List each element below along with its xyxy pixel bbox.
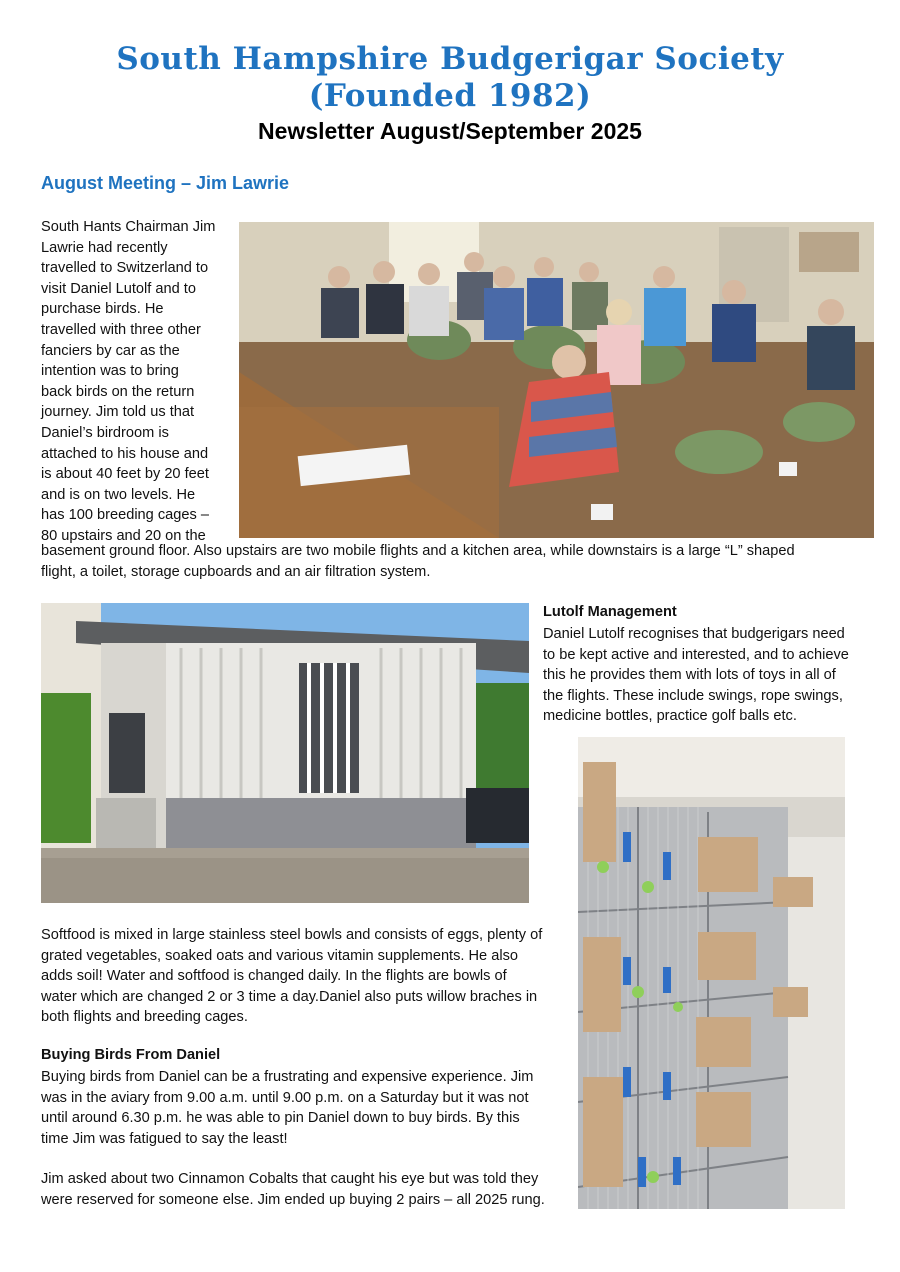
text-line: South Hants Chairman Jim: [41, 219, 216, 235]
text-line: is about 40 feet by 20 feet: [41, 466, 209, 483]
text-line: 80 upstairs and 20 on the: [41, 527, 206, 544]
meeting-continuation-text: [41, 541, 871, 582]
text-line: travelled with three other: [41, 321, 201, 338]
text-line: Jim asked about two Cinnamon Cobalts that caught his eye but was told they: [41, 1171, 539, 1187]
august-meeting-heading: August Meeting – Jim Lawrie: [41, 173, 290, 193]
text-line: Daniel’s birdroom is: [41, 424, 169, 441]
text-line: and is on two levels. He: [41, 486, 196, 503]
text-line: time Jim was fatigued to say the least!: [41, 1130, 288, 1147]
text-line: adds soil! Water and softfood is changed daily. In the flights are bowls of: [41, 968, 507, 985]
text-line: was in the aviary from 9.00 a.m. until 9.00 p.m. on a Saturday but it was not: [41, 1089, 529, 1106]
text-line: both flights and breeding cages.: [41, 1009, 248, 1026]
text-line: Lawrie had recently: [41, 239, 168, 256]
birdroom-building-photo: [41, 603, 529, 903]
text-line: Daniel Lutolf recognises that budgerigars need: [543, 626, 845, 642]
text-line: journey. Jim told us that: [41, 404, 195, 421]
breeding-cages-photo: [578, 737, 845, 1209]
text-line: visit Daniel Lutolf and to: [41, 280, 196, 297]
meeting-intro-text: [41, 217, 236, 547]
text-line: until around 6.30 p.m. he was able to pin Daniel down to buy birds. By this: [41, 1110, 520, 1127]
text-line: to be kept active and interested, and to achieve: [543, 646, 849, 663]
newsletter-title: Newsletter August/September 2025: [258, 118, 642, 144]
text-line: medicine bottles, practice golf balls etc.: [543, 708, 797, 725]
text-line: Softfood is mixed in large stainless steel bowls and consists of eggs, plenty of: [41, 927, 543, 943]
buying-birds-text: [41, 1067, 571, 1149]
softfood-text: [41, 925, 571, 1028]
lutolf-management-text: [543, 624, 883, 727]
buying-birds-closing-text: [41, 1169, 571, 1210]
text-line: intention was to bring: [41, 363, 179, 380]
text-line: basement ground floor. Also upstairs are two mobile flights and a kitchen area, while downstairs is a large “L” shaped: [41, 543, 795, 559]
buying-birds-heading: Buying Birds From Daniel: [41, 1047, 221, 1063]
text-line: has 100 breeding cages –: [41, 507, 209, 524]
society-name: South Hampshire Budgerigar Society: [116, 41, 784, 77]
text-line: purchase birds. He: [41, 301, 164, 318]
text-line: travelled to Switzerland to: [41, 260, 209, 277]
text-line: were reserved for someone else. Jim ended up buying 2 pairs – all 2025 rung.: [41, 1191, 545, 1208]
text-line: attached to his house and: [41, 445, 209, 462]
text-line: grated vegetables, soaked oats and various vitamin supplements. He also: [41, 947, 519, 964]
text-line: flight, a toilet, storage cupboards and an air filtration system.: [41, 563, 431, 580]
meeting-photo: [239, 222, 874, 538]
text-line: fanciers by car as the: [41, 342, 180, 359]
lutolf-management-heading: Lutolf Management: [543, 604, 677, 620]
text-line: this he provides them with lots of toys in all of: [543, 667, 836, 684]
text-line: back birds on the return: [41, 383, 195, 400]
text-line: Buying birds from Daniel can be a frustrating and expensive experience. Jim: [41, 1069, 534, 1085]
society-founded: (Founded 1982): [308, 78, 592, 114]
text-line: water which are changed 2 or 3 time a day.Daniel also puts willow braches in: [41, 988, 538, 1005]
text-line: the flights. These include swings, rope swings,: [543, 687, 843, 704]
